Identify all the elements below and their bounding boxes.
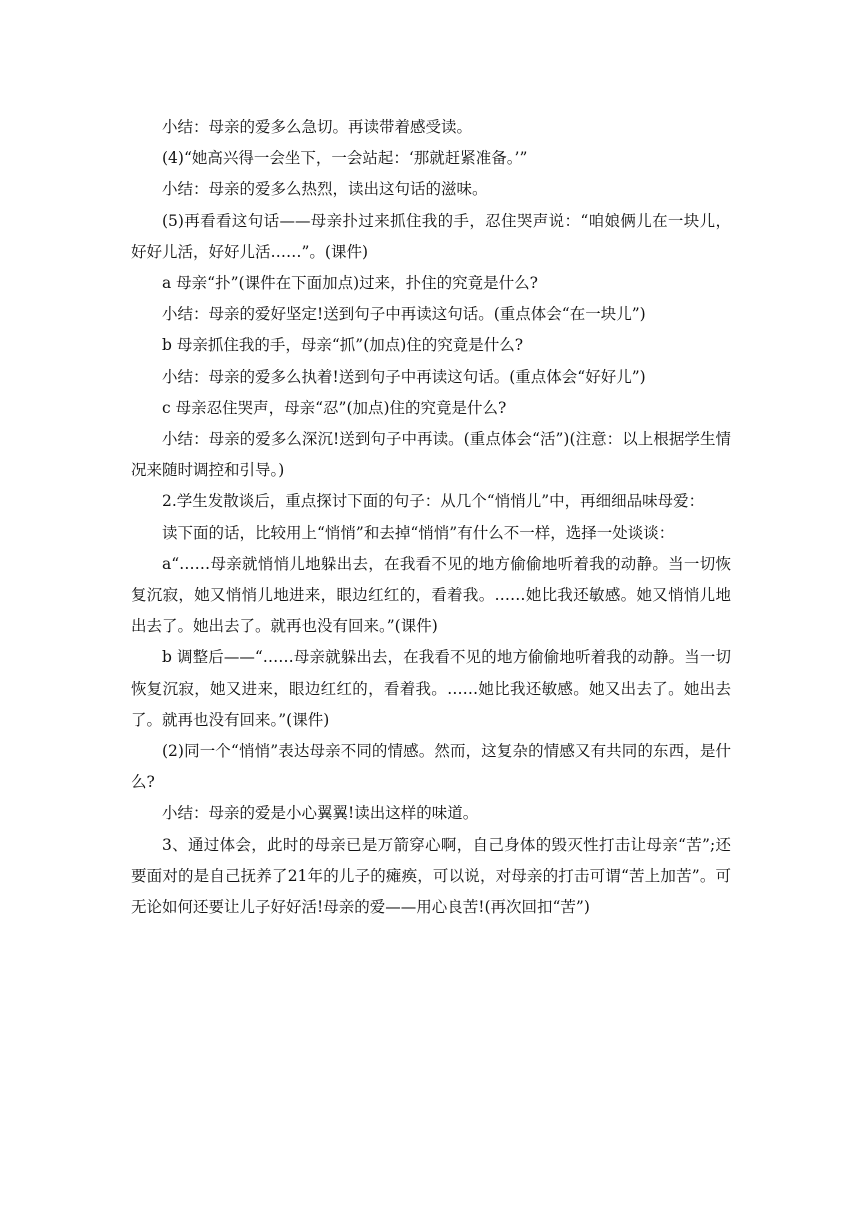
question-paragraph: (2)同一个“悄悄”表达母亲不同的情感。然而，这复杂的情感又有共同的东西，是什么? <box>131 742 731 792</box>
summary-paragraph: 小结：母亲的爱多么热烈，读出这句话的滋味。 <box>162 180 488 199</box>
question-paragraph: a 母亲“扑”(课件在下面加点)过来，扑住的究竟是什么? <box>162 274 538 293</box>
quote-paragraph: b 调整后——“……母亲就躲出去，在我看不见的地方偷偷地听着我的动静。当一切恢复沉寂，她又进来，眼边红红的，看着我。……她比我还敏感。她又出去了。她出去了。就再也没有回来。”(课件) <box>131 648 731 729</box>
document-page <box>131 112 731 923</box>
quote-paragraph: a“……母亲就悄悄儿地躲出去，在我看不见的地方偷偷地听着我的动静。当一切恢复沉寂，她又悄悄儿地进来，眼边红红的，看着我。……她比我还敏感。她又悄悄儿地出去了。她出去了。就再也没有回来。”(课件) <box>131 554 731 636</box>
section-paragraph: 2.学生发散谈后，重点探讨下面的句子：从几个“悄悄儿”中，再细细品味母爱： <box>162 492 705 511</box>
summary-paragraph: 小结：母亲的爱多么执着!送到句子中再读这句话。(重点体会“好好儿”) <box>162 367 646 386</box>
summary-paragraph: 小结：母亲的爱多么急切。再读带着感受读。 <box>162 118 473 136</box>
summary-paragraph: 小结：母亲的爱多么深沉!送到句子中再读。(重点体会“活”)(注意：以上根据学生情况来随时调控和引导。) <box>131 430 731 480</box>
question-paragraph: c 母亲忍住哭声，母亲“忍”(加点)住的究竟是什么? <box>162 398 507 417</box>
question-paragraph: b 母亲抓住我的手，母亲“抓”(加点)住的究竟是什么? <box>162 336 524 355</box>
quote-paragraph: (5)再看看这句话——母亲扑过来抓住我的手，忍住哭声说：“咱娘俩儿在一块儿，好好儿活，好好儿活……”。(课件) <box>131 211 731 261</box>
summary-paragraph: 小结：母亲的爱好坚定!送到句子中再读这句话。(重点体会“在一块儿”) <box>162 305 646 324</box>
summary-paragraph: 小结：母亲的爱是小心翼翼!读出这样的味道。 <box>162 804 479 823</box>
section-paragraph: 3、通过体会，此时的母亲已是万箭穿心啊，自己身体的毁灭性打击让母亲“苦”;还要面对的是自己抚养了21年的儿子的瘫痪，可以说，对母亲的打击可谓“苦上加苦”。可无论如何还要让儿子好好活!母亲的爱——用心良苦!(再次回扣“苦”) <box>131 835 731 917</box>
quote-paragraph: (4)“她高兴得一会坐下，一会站起：‘那就赶紧准备。’” <box>162 149 528 168</box>
instruction-paragraph: 读下面的话，比较用上“悄悄”和去掉“悄悄”有什么不一样，选择一处谈谈： <box>162 523 675 542</box>
